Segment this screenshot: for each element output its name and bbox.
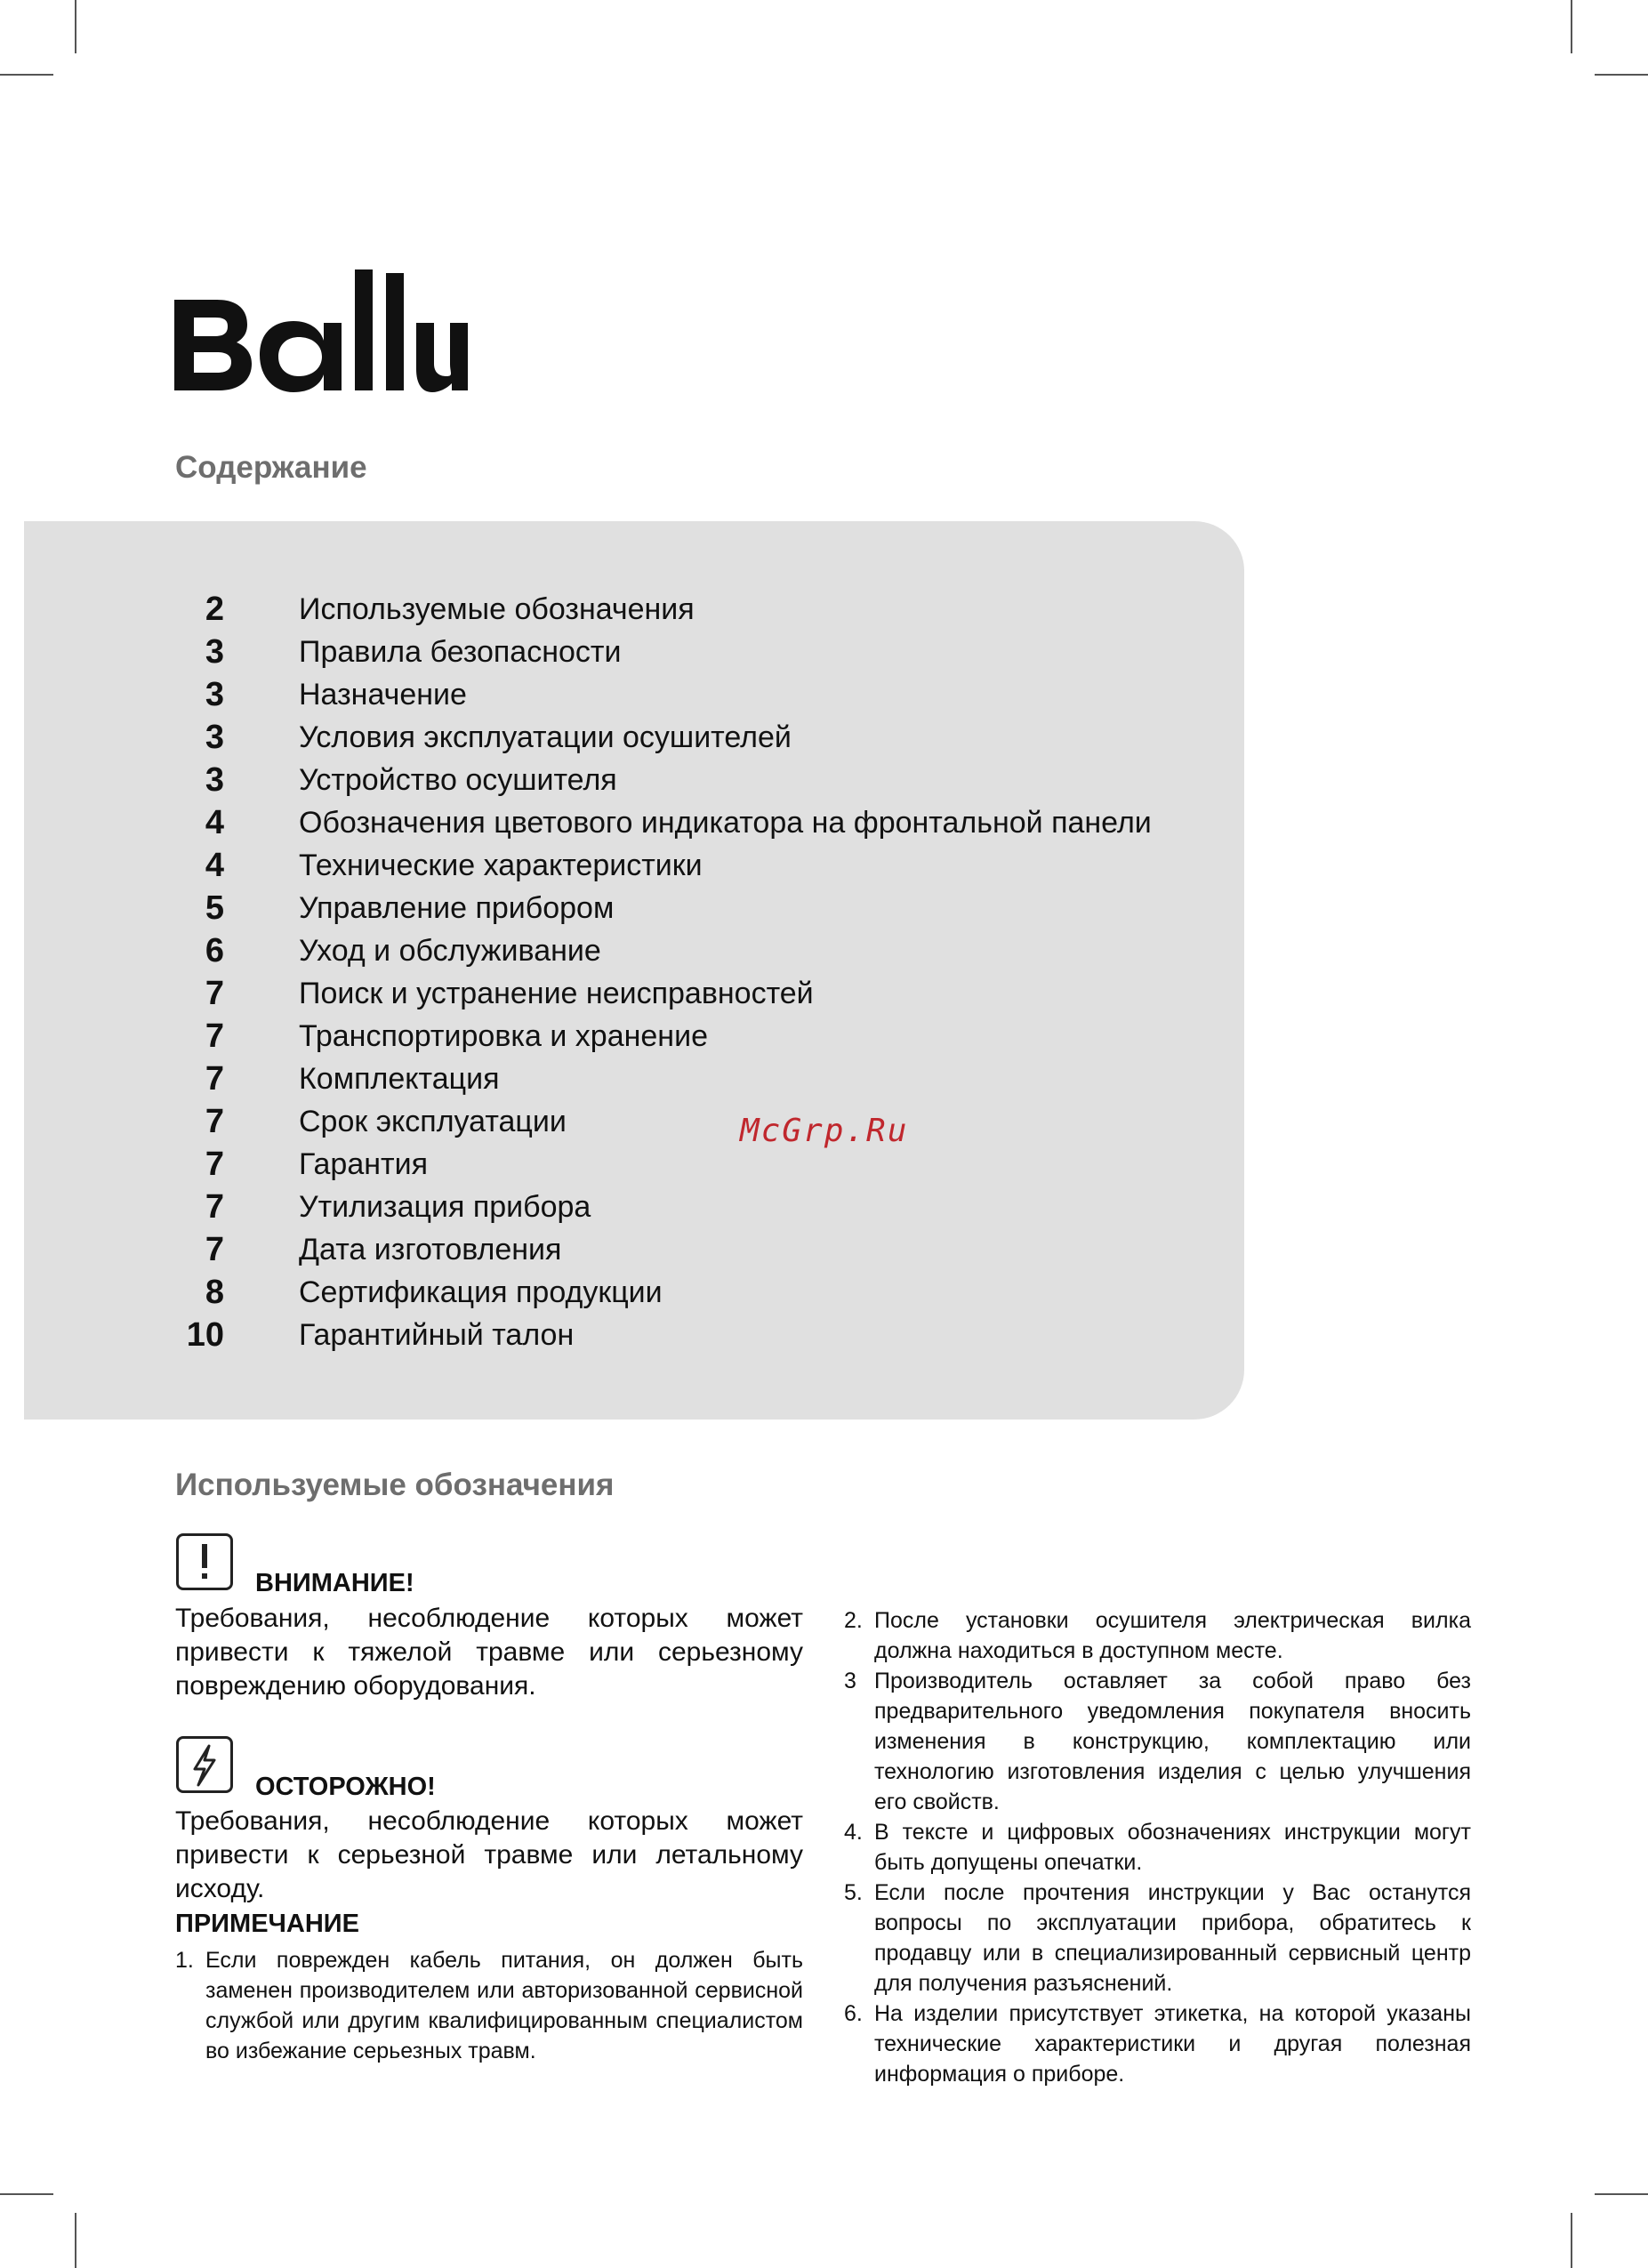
list-item — [844, 1817, 1471, 1878]
list-item-number: 2. — [844, 1608, 863, 1633]
toc-page-number: 7 — [205, 1187, 224, 1226]
watermark: McGrp.Ru — [740, 1113, 909, 1149]
toc-label: Технические характеристики — [299, 848, 703, 882]
crop-mark — [1571, 0, 1572, 53]
toc-page-number: 7 — [205, 1017, 224, 1055]
toc-page-number: 7 — [205, 974, 224, 1012]
toc-page-number: 3 — [205, 632, 224, 671]
list-item-text: На изделии присутствует этикетка, на которой указаны технические характеристики и другая полезная информация о приборе. — [874, 2001, 1471, 2087]
toc-item[interactable] — [174, 631, 1152, 673]
list-item-text: Если после прочтения инструкции у Вас останутся вопросы по эксплуатации прибора, обратитесь к продавцу или в специализированный сервисный центр для получения разъяснений. — [874, 1880, 1471, 1996]
toc-item[interactable] — [174, 1314, 1152, 1356]
list-item-number: 1. — [175, 1948, 194, 1973]
toc-label: Транспортировка и хранение — [299, 1018, 708, 1053]
toc-page-number: 5 — [205, 889, 224, 927]
toc-page-number: 7 — [205, 1145, 224, 1183]
attention-heading: ВНИМАНИЕ! — [255, 1569, 414, 1597]
toc-label: Дата изготовления — [299, 1232, 562, 1267]
toc-label: Уход и обслуживание — [299, 933, 601, 968]
toc-page-number: 4 — [205, 846, 224, 884]
crop-mark — [75, 2213, 76, 2268]
crop-mark — [75, 0, 76, 53]
toc-item[interactable] — [174, 759, 1152, 801]
toc-label: Гарантийный талон — [299, 1317, 575, 1352]
list-item — [844, 1605, 1471, 1666]
toc-item[interactable] — [174, 1143, 1152, 1186]
toc-page-number: 3 — [205, 718, 224, 756]
list-item-text: В тексте и цифровых обозначениях инструкции могут быть допущены опечатки. — [874, 1820, 1471, 1875]
lightning-icon — [176, 1736, 233, 1793]
toc-page-number: 2 — [205, 590, 224, 628]
toc-item[interactable] — [174, 1015, 1152, 1058]
section-title: Используемые обозначения — [175, 1468, 615, 1502]
toc-item[interactable] — [174, 844, 1152, 887]
toc-label: Гарантия — [299, 1146, 428, 1181]
toc-label: Условия эксплуатации осушителей — [299, 720, 792, 754]
toc-item[interactable] — [174, 972, 1152, 1015]
toc-label: Поиск и устранение неисправностей — [299, 976, 814, 1010]
list-item — [175, 1945, 803, 2066]
toc-label: Утилизация прибора — [299, 1189, 591, 1224]
toc-item[interactable] — [174, 929, 1152, 972]
crop-mark — [0, 2193, 53, 2195]
toc-label: Правила безопасности — [299, 634, 622, 669]
toc-label: Используемые обозначения — [299, 591, 695, 626]
list-item-number: 4. — [844, 1820, 863, 1845]
list-item-number: 6. — [844, 2001, 863, 2026]
note-list-left — [175, 1945, 803, 2066]
toc-label: Обозначения цветового индикатора на фронтальной панели — [299, 805, 1152, 840]
ballu-logo — [174, 269, 468, 392]
attention-text: Требования, несоблюдение которых может привести к тяжелой травме или серьезному повреждению оборудования. — [175, 1604, 803, 1701]
toc-page-number: 4 — [205, 803, 224, 841]
toc-item[interactable] — [174, 1100, 1152, 1143]
toc-label: Назначение — [299, 677, 467, 712]
toc-page-number: 7 — [205, 1059, 224, 1098]
toc-page-number: 3 — [205, 760, 224, 799]
toc-label: Сертификация продукции — [299, 1275, 663, 1309]
note-list-right — [844, 1605, 1471, 2089]
toc-label: Устройство осушителя — [299, 762, 617, 797]
toc-list — [174, 588, 1152, 1356]
toc-item[interactable] — [174, 673, 1152, 716]
crop-mark — [1595, 74, 1648, 76]
toc-label: Комплектация — [299, 1061, 500, 1096]
toc-page-number: 10 — [186, 1315, 224, 1354]
toc-item[interactable] — [174, 801, 1152, 844]
toc-item[interactable] — [174, 887, 1152, 929]
crop-mark — [1571, 2213, 1572, 2268]
toc-page-number: 6 — [205, 931, 224, 969]
list-item-number: 5. — [844, 1880, 863, 1905]
toc-item[interactable] — [174, 1186, 1152, 1228]
caution-text: Требования, несоблюдение которых может привести к серьезной травме или летальному исходу. — [175, 1806, 803, 1903]
toc-item[interactable] — [174, 1228, 1152, 1271]
toc-item[interactable] — [174, 716, 1152, 759]
list-item-text: После установки осушителя электрическая вилка должна находиться в доступном месте. — [874, 1608, 1471, 1663]
list-item — [844, 1666, 1471, 1817]
toc-page-number: 7 — [205, 1230, 224, 1268]
list-item-number: 3 — [844, 1669, 856, 1693]
toc-label: Управление прибором — [299, 890, 615, 925]
list-item-text: Производитель оставляет за собой право без предварительного уведомления покупателя вносить изменения в конструкцию, комплектацию или технологию изготовления изделия с целью улучшения его свойств. — [874, 1669, 1471, 1814]
caution-heading: ОСТОРОЖНО! — [255, 1773, 436, 1801]
toc-page-number: 3 — [205, 675, 224, 713]
toc-item[interactable] — [174, 588, 1152, 631]
list-item — [844, 1999, 1471, 2089]
toc-label: Срок эксплуатации — [299, 1104, 567, 1138]
toc-page-number: 7 — [205, 1102, 224, 1140]
crop-mark — [0, 74, 53, 76]
toc-item[interactable] — [174, 1271, 1152, 1314]
toc-item[interactable] — [174, 1058, 1152, 1100]
exclamation-icon — [176, 1533, 233, 1590]
crop-mark — [1595, 2193, 1648, 2195]
toc-page-number: 8 — [205, 1273, 224, 1311]
list-item — [844, 1878, 1471, 1999]
contents-title: Содержание — [175, 450, 367, 485]
list-item-text: Если поврежден кабель питания, он должен быть заменен производителем или авторизованной сервисной службой или другим квалифицированным специалистом во избежание серьезных травм. — [205, 1948, 803, 2063]
note-heading: ПРИМЕЧАНИЕ — [175, 1910, 359, 1938]
